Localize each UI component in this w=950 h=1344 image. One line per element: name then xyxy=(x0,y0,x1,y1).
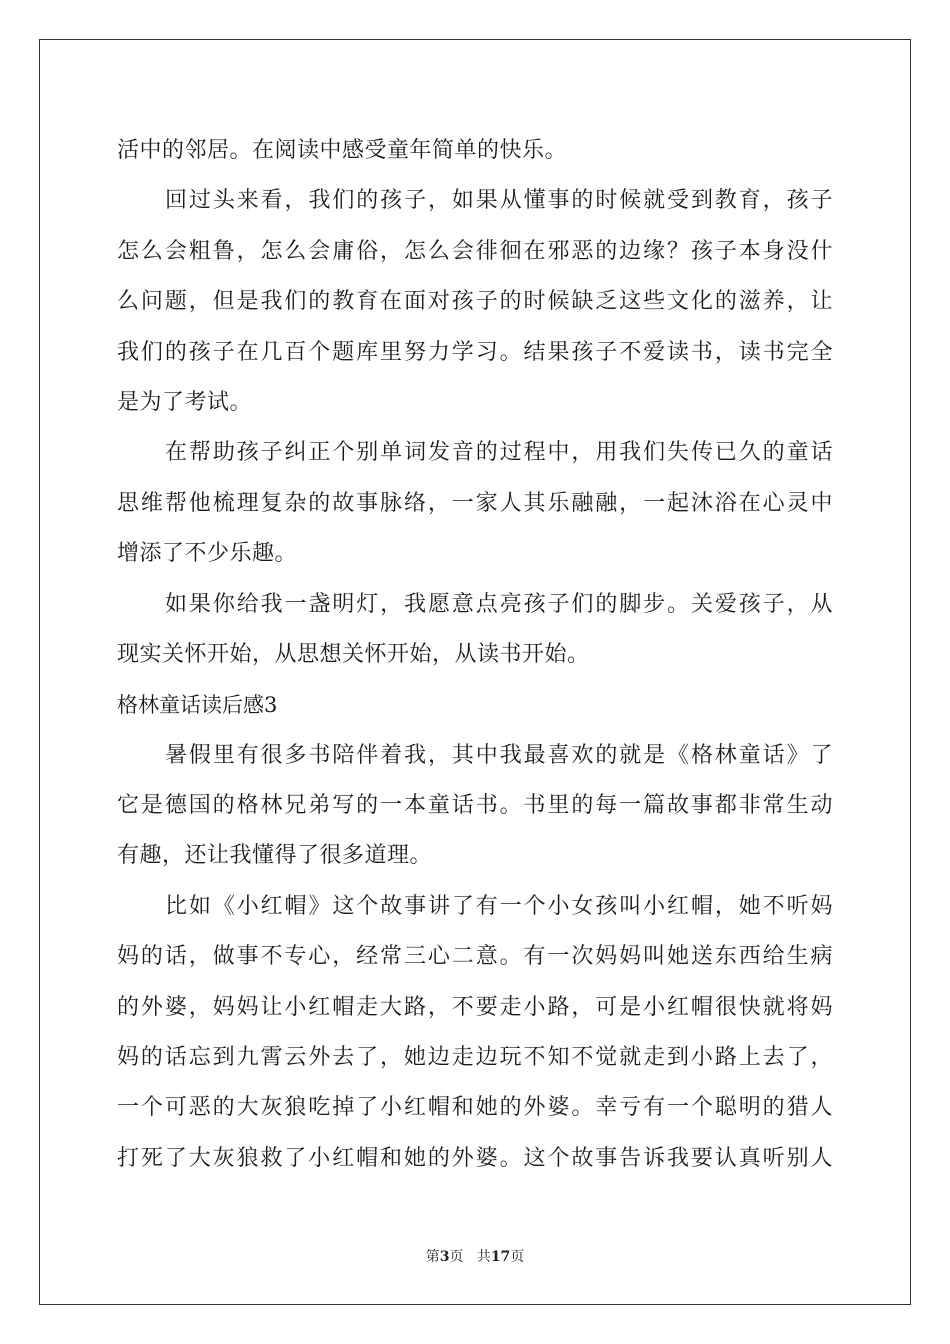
footer-total-unit: 页 xyxy=(510,1249,525,1265)
paragraph-line: 的外婆，妈妈让小红帽走大路，不要走小路，可是小红帽很快就将妈 xyxy=(117,994,833,1020)
paragraph-line: 如果你给我一盏明灯，我愿意点亮孩子们的脚步。关爱孩子，从 xyxy=(165,591,833,617)
paragraph-line: 回过头来看，我们的孩子，如果从懂事的时候就受到教育，孩子 xyxy=(165,188,833,214)
paragraph-line: 妈的话，做事不专心，经常三心二意。有一次妈妈叫她送东西给生病 xyxy=(117,944,833,970)
paragraph-line: 打死了大灰狼救了小红帽和她的外婆。这个故事告诉我要认真听别人 xyxy=(117,1145,833,1171)
document-body xyxy=(117,126,833,1184)
paragraph-line: 一个可恶的大灰狼吃掉了小红帽和她的外婆。幸亏有一个聪明的猎人 xyxy=(117,1095,833,1121)
paragraph-line: 思维帮他梳理复杂的故事脉络，一家人其乐融融，一起沐浴在心灵中 xyxy=(117,490,833,516)
paragraph-line: 增添了不少乐趣。 xyxy=(117,541,298,567)
paragraph-line: 比如《小红帽》这个故事讲了有一个小女孩叫小红帽，她不听妈 xyxy=(165,893,833,919)
footer-prefix: 第 xyxy=(425,1249,440,1265)
paragraph-line: 是为了考试。 xyxy=(117,389,253,415)
paragraph-line: 我们的孩子在几百个题库里努力学习。结果孩子不爱读书，读书完全 xyxy=(117,339,833,365)
paragraph-line: 么问题，但是我们的教育在面对孩子的时候缺乏这些文化的滋养，让 xyxy=(117,289,833,315)
page-footer xyxy=(0,1246,950,1266)
paragraph-line: 有趣，还让我懂得了很多道理。 xyxy=(117,843,433,869)
paragraph-line: 妈的话忘到九霄云外去了，她边走边玩不知不觉就走到小路上去了， xyxy=(117,1045,833,1071)
paragraph-line: 它是德国的格林兄弟写的一本童话书。书里的每一篇故事都非常生动 xyxy=(117,793,833,819)
footer-total-prefix: 共 xyxy=(476,1249,491,1265)
paragraph-line: 现实关怀开始，从思想关怀开始，从读书开始。 xyxy=(117,641,590,667)
paragraph-line: 在帮助孩子纠正个别单词发音的过程中，用我们失传已久的童话 xyxy=(165,440,833,466)
footer-page-unit: 页 xyxy=(449,1249,464,1265)
paragraph-line: 怎么会粗鲁，怎么会庸俗，怎么会徘徊在邪恶的边缘？孩子本身没什 xyxy=(117,238,833,264)
paragraph-line: 暑假里有很多书陪伴着我，其中我最喜欢的就是《格林童话》了 xyxy=(165,742,833,768)
paragraph-line: 活中的邻居。在阅读中感受童年简单的快乐。 xyxy=(117,138,568,163)
current-page-number: 3 xyxy=(439,1249,450,1265)
section-heading: 格林童话读后感3 xyxy=(117,693,278,718)
total-page-count: 17 xyxy=(490,1249,511,1265)
